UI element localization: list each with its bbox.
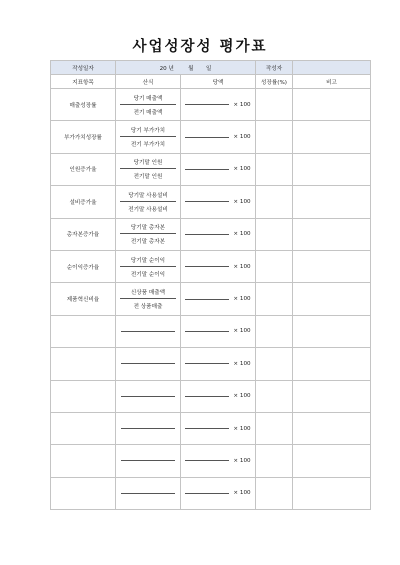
- indicator-cell: 제품혁신비율: [51, 283, 116, 315]
- page-title: 사업성장성 평가표: [132, 39, 268, 55]
- indicator-cell: 부가가치성장률: [51, 121, 116, 153]
- remarks-cell[interactable]: [293, 283, 371, 315]
- amount-cell: [181, 445, 256, 477]
- amount-blank-line[interactable]: [185, 169, 229, 170]
- multiplier-text: × 100: [233, 198, 251, 205]
- indicator-cell: 설비증가율: [51, 186, 116, 218]
- table-row: [51, 89, 371, 121]
- amount-blank-line[interactable]: [185, 493, 229, 494]
- indicator-cell: 총자본증가율: [51, 218, 116, 250]
- formula-blank-line[interactable]: [121, 363, 175, 364]
- remarks-cell[interactable]: [293, 218, 371, 250]
- indicator-cell: 인원증가율: [51, 153, 116, 185]
- formula-cell: [116, 121, 181, 153]
- formula-numerator: 당기 매출액: [133, 95, 163, 102]
- amount-blank-line[interactable]: [185, 201, 229, 202]
- formula-fraction: [116, 223, 180, 245]
- amount-blank-line[interactable]: [185, 331, 229, 332]
- growth-rate-cell[interactable]: [256, 283, 293, 315]
- header-amount: 당액: [181, 75, 256, 89]
- growth-rate-cell[interactable]: [256, 186, 293, 218]
- formula-cell: [116, 477, 181, 509]
- table-row: [51, 380, 371, 412]
- formula-numerator: 당기말 순이익: [130, 257, 166, 264]
- remarks-cell[interactable]: [293, 445, 371, 477]
- formula-cell: [116, 315, 181, 347]
- amount-cell: [181, 348, 256, 380]
- formula-blank-line[interactable]: [121, 331, 175, 332]
- table-row: [51, 445, 371, 477]
- indicator-cell: [51, 477, 116, 509]
- indicator-cell: [51, 445, 116, 477]
- amount-cell: [181, 186, 256, 218]
- amount-cell: [181, 250, 256, 282]
- table-body: [51, 89, 371, 510]
- growth-rate-cell[interactable]: [256, 348, 293, 380]
- amount-formula: [181, 199, 255, 205]
- indicator-cell: 순이익증가율: [51, 250, 116, 282]
- amount-blank-line[interactable]: [185, 428, 229, 429]
- amount-formula: [181, 264, 255, 270]
- formula-cell: [116, 186, 181, 218]
- table-row: [51, 315, 371, 347]
- amount-blank-line[interactable]: [185, 460, 229, 461]
- formula-cell: [116, 283, 181, 315]
- remarks-cell[interactable]: [293, 315, 371, 347]
- formula-cell: [116, 250, 181, 282]
- growth-rate-cell[interactable]: [256, 218, 293, 250]
- header-remarks: 비고: [293, 75, 371, 89]
- formula-numerator: 신상품 매출액: [130, 290, 166, 297]
- formula-numerator: 당기말 인원: [133, 160, 163, 167]
- formula-cell: [116, 445, 181, 477]
- formula-denominator: 전기말 사용설비: [128, 206, 168, 213]
- formula-fraction: [116, 126, 180, 148]
- formula-cell: [116, 412, 181, 444]
- amount-blank-line[interactable]: [185, 104, 229, 105]
- table-row: [51, 153, 371, 185]
- amount-blank-line[interactable]: [185, 137, 229, 138]
- formula-cell: [116, 218, 181, 250]
- remarks-cell[interactable]: [293, 121, 371, 153]
- table-row: [51, 186, 371, 218]
- amount-cell: [181, 412, 256, 444]
- date-month: 월: [188, 65, 194, 72]
- remarks-cell[interactable]: [293, 412, 371, 444]
- amount-blank-line[interactable]: [185, 396, 229, 397]
- table-row: [51, 477, 371, 509]
- multiplier-text: × 100: [233, 263, 251, 270]
- amount-blank-line[interactable]: [185, 363, 229, 364]
- remarks-cell[interactable]: [293, 153, 371, 185]
- formula-fraction: [116, 191, 180, 213]
- table-row: [51, 250, 371, 282]
- amount-blank-line[interactable]: [185, 266, 229, 267]
- amount-cell: [181, 380, 256, 412]
- amount-formula: [181, 231, 255, 237]
- formula-numerator: 당기 부가가치: [130, 128, 166, 135]
- growth-rate-cell[interactable]: [256, 89, 293, 121]
- amount-formula: [181, 458, 255, 464]
- indicator-cell: [51, 412, 116, 444]
- growth-rate-cell[interactable]: [256, 477, 293, 509]
- amount-formula: [181, 328, 255, 334]
- multiplier-text: × 100: [233, 328, 251, 335]
- date-field[interactable]: [116, 61, 256, 75]
- formula-blank-line[interactable]: [121, 428, 175, 429]
- multiplier-text: × 100: [233, 296, 251, 303]
- remarks-cell[interactable]: [293, 250, 371, 282]
- amount-blank-line[interactable]: [185, 234, 229, 235]
- formula-denominator: 전기 매출액: [133, 109, 163, 116]
- remarks-cell[interactable]: [293, 380, 371, 412]
- growth-rate-cell[interactable]: [256, 380, 293, 412]
- amount-cell: [181, 153, 256, 185]
- multiplier-text: × 100: [233, 231, 251, 238]
- growth-rate-cell[interactable]: [256, 412, 293, 444]
- multiplier-text: × 100: [233, 101, 251, 108]
- amount-cell: [181, 315, 256, 347]
- amount-cell: [181, 121, 256, 153]
- multiplier-text: × 100: [233, 166, 251, 173]
- amount-formula: [181, 296, 255, 302]
- author-field[interactable]: [293, 61, 371, 75]
- table-row: [51, 218, 371, 250]
- amount-formula: [181, 490, 255, 496]
- formula-blank-line[interactable]: [121, 460, 175, 461]
- multiplier-text: × 100: [233, 134, 251, 141]
- header-indicator: 지표항목: [51, 75, 116, 89]
- formula-numerator: 당기말 사용설비: [128, 192, 168, 199]
- table-row: [51, 283, 371, 315]
- amount-cell: [181, 477, 256, 509]
- remarks-cell[interactable]: [293, 89, 371, 121]
- formula-fraction: [116, 256, 180, 278]
- table-row: [51, 121, 371, 153]
- formula-denominator: 전기말 순이익: [130, 271, 166, 278]
- formula-cell: [116, 380, 181, 412]
- formula-denominator: 전기 부가가치: [130, 142, 166, 149]
- header-row: [51, 75, 371, 89]
- formula-numerator: 당기말 총자본: [130, 225, 166, 232]
- remarks-cell[interactable]: [293, 477, 371, 509]
- amount-cell: [181, 283, 256, 315]
- formula-blank-line[interactable]: [121, 396, 175, 397]
- indicator-cell: 매출성장률: [51, 89, 116, 121]
- table-row: [51, 348, 371, 380]
- amount-formula: [181, 426, 255, 432]
- growth-rate-cell[interactable]: [256, 315, 293, 347]
- header-formula: 산식: [116, 75, 181, 89]
- amount-blank-line[interactable]: [185, 299, 229, 300]
- date-year: 20 년: [159, 65, 174, 72]
- formula-denominator: 전기말 총자본: [130, 239, 166, 246]
- amount-formula: [181, 361, 255, 367]
- table-row: [51, 412, 371, 444]
- multiplier-text: × 100: [233, 393, 251, 400]
- date-day: 일: [206, 65, 212, 72]
- evaluation-table: [50, 60, 371, 510]
- formula-cell: [116, 153, 181, 185]
- amount-cell: [181, 218, 256, 250]
- remarks-cell[interactable]: [293, 348, 371, 380]
- amount-formula: [181, 393, 255, 399]
- growth-rate-cell[interactable]: [256, 121, 293, 153]
- amount-formula: [181, 102, 255, 108]
- formula-blank-line[interactable]: [121, 493, 175, 494]
- header-growth-rate: 성장률(%): [256, 75, 293, 89]
- author-label: 작성자: [256, 61, 293, 75]
- date-label: 작성일자: [51, 61, 116, 75]
- formula-cell: [116, 348, 181, 380]
- indicator-cell: [51, 315, 116, 347]
- multiplier-text: × 100: [233, 490, 251, 497]
- meta-row: [51, 61, 371, 75]
- amount-formula: [181, 134, 255, 140]
- indicator-cell: [51, 380, 116, 412]
- multiplier-text: × 100: [233, 360, 251, 367]
- formula-fraction: [116, 288, 180, 310]
- multiplier-text: × 100: [233, 457, 251, 464]
- amount-cell: [181, 89, 256, 121]
- growth-rate-cell[interactable]: [256, 445, 293, 477]
- formula-denominator: 전 상품매출: [133, 304, 163, 311]
- formula-denominator: 전기말 인원: [133, 174, 163, 181]
- multiplier-text: × 100: [233, 425, 251, 432]
- formula-fraction: [116, 158, 180, 180]
- indicator-cell: [51, 348, 116, 380]
- formula-cell: [116, 89, 181, 121]
- growth-rate-cell[interactable]: [256, 153, 293, 185]
- growth-rate-cell[interactable]: [256, 250, 293, 282]
- formula-fraction: [116, 94, 180, 116]
- amount-formula: [181, 166, 255, 172]
- remarks-cell[interactable]: [293, 186, 371, 218]
